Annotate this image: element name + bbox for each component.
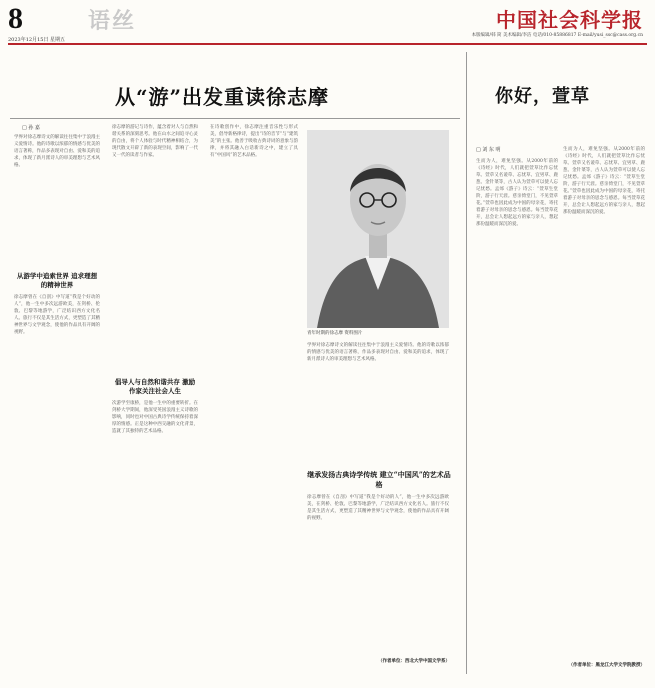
- subhead-2: 倡导人与自然和谐共存 激励作家关注社会人生: [114, 378, 196, 395]
- subhead-1: 从游学中追索世界 追求理想的精神世界: [16, 272, 98, 289]
- side-article-title: 你好，萱草: [495, 86, 590, 107]
- article-column-2b: 次游学至康桥，是他一生中的重要转折。在剑桥大学期间，他深受英国浪漫主义诗歌的影响，同时也对中国古典诗学传统保持着深厚的情感。正是这种中西交融的文化背景，造就了其独特的艺术品格。: [112, 401, 198, 434]
- article-column-3: 在诗歌创作中，徐志摩注重音乐性与形式美，倡导新格律诗，提出“诗的音节”与“建筑美”的主张。他善于吸收古典诗词的意象与韵律，并将其融入白话新诗之中，建立了具有“中国风”的艺术品格。: [210, 125, 298, 158]
- date-line: 2023年12月15日 星期五: [8, 37, 66, 43]
- section-title: 语丝: [88, 8, 137, 34]
- article-column-1b: 徐志摩曾在《自剖》中写道“我是个好动的人”，他一生中多次远游欧美，在剑桥、伦敦、巴黎等地游学，广泛结识西方文化名人。旅行不仅是其生活方式，更塑造了其精神世界与文学观念，使他的作品具有开阔的视野。: [14, 295, 100, 335]
- side-byline: □ 刘 东 明: [476, 147, 501, 153]
- main-author-note: （作者单位：西北大学中国文学系）: [378, 659, 450, 664]
- newspaper-masthead: 中国社会科学报: [496, 8, 643, 32]
- photo-caption: 青年时期的徐志摩 资料图片: [307, 331, 363, 336]
- column-divider: [466, 52, 467, 674]
- side-article-column-2: 生而为人，难免坚强。从2000年前的《诗经》时代，人们就把萱草比作忘忧草。萱草又名谖草、忘忧草、宜男草、鹿葱、金针菜等，古人认为萱草可以使人忘记忧愁。孟郊《游子》诗云：“萱草生堂阶，游子行天涯。慈亲倚堂门，不见萱草花。”萱草也因此成为中国的母亲花，寄托着游子对母亲的思念与感恩。每当萱草花开，总会让人想起远方的家与亲人，想起那份温暖而深沉的爱。: [563, 147, 645, 215]
- header-rule: [8, 43, 647, 45]
- article-column-2: 徐志摩的游记与诗作，蕴含着对人与自然和谐关系的深刻思考。他在山水之间追寻心灵的自由，将个人体验与时代精神相结合，为现代散文开辟了新的表现空间，影响了一代又一代的读者与作家。: [112, 125, 198, 158]
- main-headline: 从“游”出发重读徐志摩: [115, 85, 330, 109]
- side-article-column-1: 生而为人，难免坚强。从2000年前的《诗经》时代，人们就把萱草比作忘忧草。萱草又名谖草、忘忧草、宜男草、鹿葱、金针菜等，古人认为萱草可以使人忘记忧愁。孟郊《游子》诗云：“萱草生堂阶，游子行天涯。慈亲倚堂门，不见萱草花。”萱草也因此成为中国的母亲花，寄托着游子对母亲的思念与感恩。每当萱草花开，总会让人想起远方的家与亲人，想起那份温暖而深沉的爱。: [476, 159, 558, 227]
- page-number: 8: [8, 2, 23, 35]
- headline-rule: [10, 118, 460, 119]
- article-column-5: 徐志摩曾在《自剖》中写道“我是个好动的人”，他一生中多次远游欧美，在剑桥、伦敦、巴黎等地游学，广泛结识西方文化名人。旅行不仅是其生活方式，更塑造了其精神世界与文学观念，使他的作品具有开阔的视野。: [307, 495, 449, 521]
- masthead-contact: 本版编辑/韩 简 美术编辑/李洁 电话/010-85886817 E-mail/yusi_ssc@cass.org.cn: [471, 33, 643, 38]
- subhead-3: 继承发扬古典诗学传统 建立“中国风”的艺术品格: [307, 470, 451, 489]
- main-byline: □ 孙 嘉: [22, 125, 40, 131]
- article-column-4: 学界对徐志摩诗文的解读往往集中于浪漫主义爱情诗。他的诗歌以浓郁的情感与优美的语言著称，作品多表现对自由、爱和美的追求，体现了新月派诗人的审美理想与艺术风格。: [307, 343, 449, 362]
- article-column-1: 学界对徐志摩诗文的解读往往集中于浪漫主义爱情诗。他的诗歌以浓郁的情感与优美的语言著称，作品多表现对自由、爱和美的追求，体现了新月派诗人的审美理想与艺术风格。: [14, 135, 100, 168]
- portrait-illustration: [307, 130, 449, 328]
- side-author-note: （作者单位：黑龙江大学文学院教授）: [568, 663, 645, 668]
- portrait-photo: [307, 130, 449, 328]
